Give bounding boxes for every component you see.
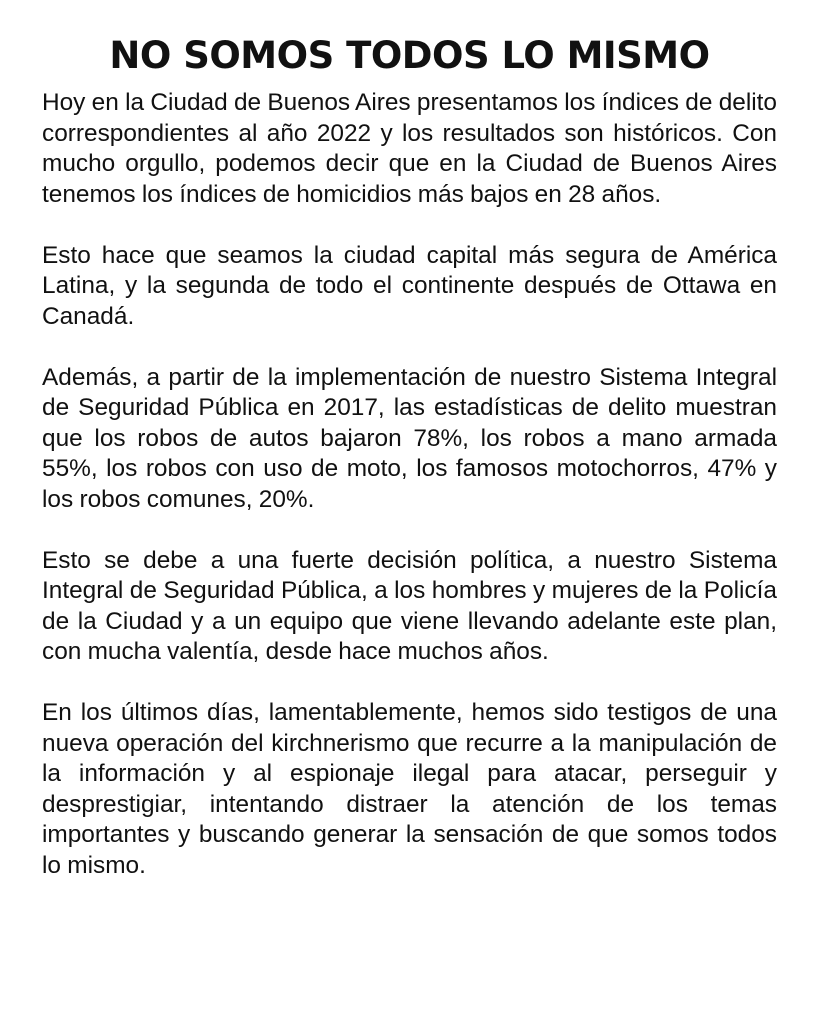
paragraph-political-decision: Esto se debe a una fuerte decisión política, a nuestro Sistema Integral de Seguridad Pública, a los hombres y mujeres de la Policía de la Ciudad y a un equipo que viene llevando adelante este plan, con mucha valentía, desde hace muchos años. [42,546,777,665]
paragraph-safest-capital: Esto hace que seamos la ciudad capital más segura de América Latina, y la segunda de todo el continente después de Ottawa en Canadá. [42,241,777,330]
paragraph-kirchnerismo: En los últimos días, lamentablemente, hemos sido testigos de una nueva operación del kirchnerismo que recurre a la manipulación de la información y al espionaje ilegal para atacar, perseguir y desprestigiar, intentando distraer la atención de los temas importantes y buscando generar la sensación de que somos todos lo mismo. [42,699,777,879]
paragraph-crime-index: Hoy en la Ciudad de Buenos Aires presentamos los índices de delito correspondientes al año 2022 y los resultados son históricos. Con mucho orgullo, podemos decir que en la Ciudad de Buenos Aires tenemos los índices de homicidios más bajos en 28 años. [42,89,777,208]
document-title: NO SOMOS TODOS LO MISMO [109,34,710,77]
paragraph-crime-statistics: Además, a partir de la implementación de nuestro Sistema Integral de Seguridad Pública en 2017, las estadísticas de delito muestran que los robos de autos bajaron 78%, los robos a mano armada 55%, los robos con uso de moto, los famosos motochorros, 47% y los robos comunes, 20%. [42,363,777,513]
document-body [42,88,777,881]
